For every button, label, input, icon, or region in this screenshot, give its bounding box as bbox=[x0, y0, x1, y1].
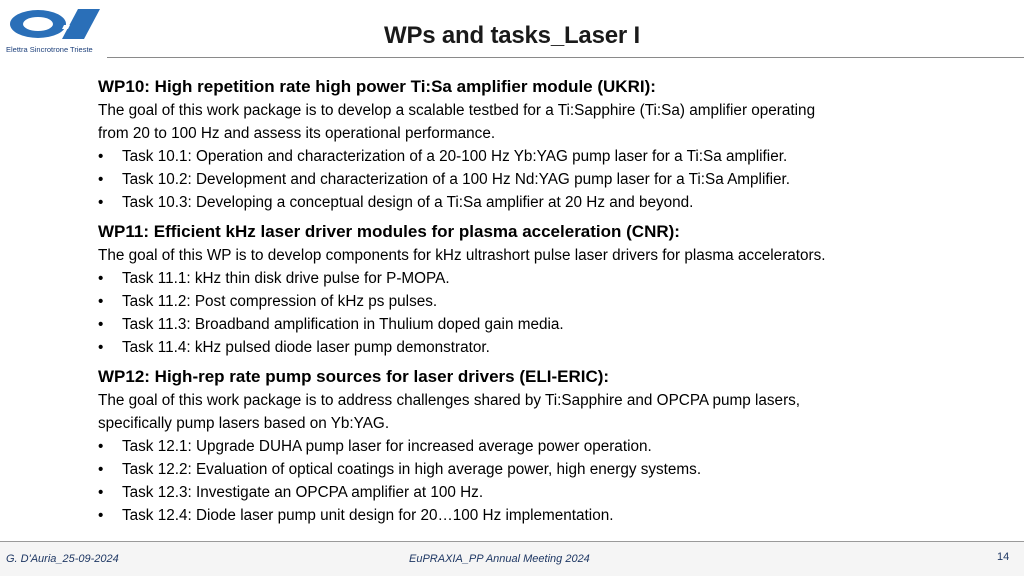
bullet: • bbox=[98, 316, 104, 333]
bullet: • bbox=[98, 171, 104, 188]
wp10-description-line-2: from 20 to 100 Hz and assess its operational performance. bbox=[98, 125, 496, 142]
list-item bbox=[98, 481, 939, 504]
title-divider bbox=[107, 57, 1024, 58]
list-item bbox=[98, 145, 939, 168]
task-text: Task 10.3: Developing a conceptual design of a Ti:Sa amplifier at 20 Hz and beyond. bbox=[122, 194, 694, 211]
list-item bbox=[98, 504, 939, 527]
list-item bbox=[98, 435, 939, 458]
footer-author-date: G. D'Auria_25-09-2024 bbox=[6, 553, 119, 565]
list-item bbox=[98, 458, 939, 481]
task-text: Task 11.2: Post compression of kHz ps pulses. bbox=[122, 293, 438, 310]
list-item bbox=[98, 168, 939, 191]
list-item bbox=[98, 267, 939, 290]
task-text: Task 11.4: kHz pulsed diode laser pump demonstrator. bbox=[122, 339, 490, 356]
task-text: Task 11.3: Broadband amplification in Thulium doped gain media. bbox=[122, 316, 564, 333]
slide-content bbox=[98, 74, 939, 527]
page-number: 14 bbox=[997, 551, 1010, 563]
task-text: Task 10.1: Operation and characterization of a 20-100 Hz Yb:YAG pump laser for a Ti:Sa amplifier. bbox=[122, 148, 788, 165]
wp11-heading: WP11: Efficient kHz laser driver modules for plasma acceleration (CNR): bbox=[98, 222, 680, 241]
list-item bbox=[98, 313, 939, 336]
task-text: Task 12.4: Diode laser pump unit design for 20…100 Hz implementation. bbox=[122, 507, 614, 524]
task-text: Task 10.2: Development and characterization of a 100 Hz Nd:YAG pump laser for a Ti:Sa Amplifier. bbox=[122, 171, 791, 188]
task-text: Task 12.1: Upgrade DUHA pump laser for increased average power operation. bbox=[122, 438, 652, 455]
wp12-description-line-2: specifically pump lasers based on Yb:YAG. bbox=[98, 415, 390, 432]
wp12-heading: WP12: High-rep rate pump sources for laser drivers (ELI-ERIC): bbox=[98, 367, 610, 386]
list-item bbox=[98, 336, 939, 359]
logo-caption: Elettra Sincrotrone Trieste bbox=[6, 45, 93, 54]
wp10-heading: WP10: High repetition rate high power Ti:Sa amplifier module (UKRI): bbox=[98, 77, 656, 96]
wp12-task-list bbox=[98, 435, 939, 527]
task-text: Task 12.3: Investigate an OPCPA amplifier at 100 Hz. bbox=[122, 484, 484, 501]
bullet: • bbox=[98, 148, 104, 165]
wp10-task-list bbox=[98, 145, 939, 214]
bullet: • bbox=[98, 438, 104, 455]
footer-event: EuPRAXIA_PP Annual Meeting 2024 bbox=[409, 553, 590, 565]
task-text: Task 12.2: Evaluation of optical coatings in high average power, high energy systems. bbox=[122, 461, 702, 478]
bullet: • bbox=[98, 270, 104, 287]
wp12-description-line-1: The goal of this work package is to address challenges shared by Ti:Sapphire and OPCPA pump lasers, bbox=[98, 392, 801, 409]
list-item bbox=[98, 290, 939, 313]
bullet: • bbox=[98, 461, 104, 478]
bullet: • bbox=[98, 194, 104, 211]
bullet: • bbox=[98, 293, 104, 310]
bullet: • bbox=[98, 507, 104, 524]
bullet: • bbox=[98, 339, 104, 356]
wp11-task-list bbox=[98, 267, 939, 359]
wp11-description-line-1: The goal of this WP is to develop components for kHz ultrashort pulse laser drivers for plasma accelerators. bbox=[98, 247, 826, 264]
list-item bbox=[98, 191, 939, 214]
wp10-description-line-1: The goal of this work package is to develop a scalable testbed for a Ti:Sapphire (Ti:Sa) amplifier operating bbox=[98, 102, 816, 119]
footer-divider bbox=[0, 541, 1024, 542]
bullet: • bbox=[98, 484, 104, 501]
slide-title: WPs and tasks_Laser I bbox=[384, 22, 640, 49]
task-text: Task 11.1: kHz thin disk drive pulse for P-MOPA. bbox=[122, 270, 450, 287]
